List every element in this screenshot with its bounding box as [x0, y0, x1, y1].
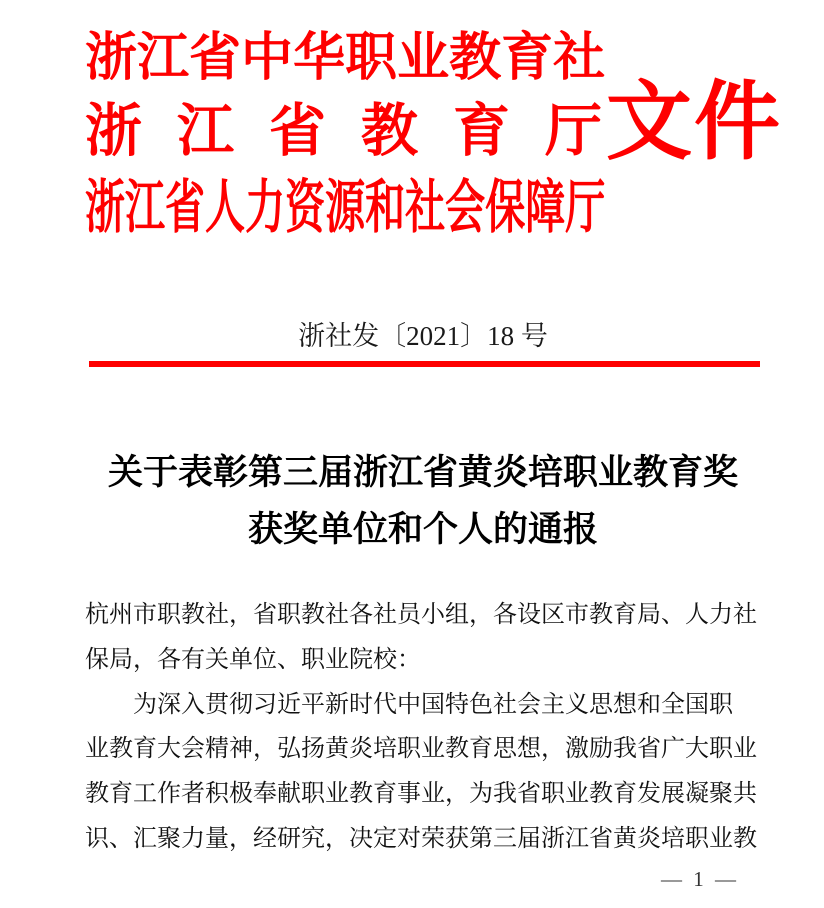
document-body	[85, 593, 785, 862]
document-title	[85, 444, 761, 558]
body-text-line: 教育工作者积极奉献职业教育事业，为我省职业教育发展凝聚共	[85, 781, 757, 808]
red-divider-rule	[89, 361, 760, 367]
body-text-line: 识、汇聚力量，经研究，决定对荣获第三届浙江省黄炎培职业教	[85, 825, 757, 852]
document-title-line-1: 关于表彰第三届浙江省黄炎培职业教育奖	[107, 453, 738, 492]
document-type-label: 文件	[606, 74, 782, 170]
document-number: 浙社发〔2021〕18 号	[298, 321, 548, 351]
agency-name-line-1: 浙 江 省 中 华 职 业 教 育 社	[85, 30, 606, 87]
body-text-line: 业教育大会精神，弘扬黄炎培职业教育思想，激励我省广大职业	[85, 736, 757, 763]
body-text-line: 杭州市职教社，省职教社各社员小组，各设区市教育局、人力社	[85, 602, 757, 628]
body-text-line: 为深入贯彻习近平新时代中国特色社会主义思想和全国职	[133, 691, 733, 718]
agency-name-line-3: 浙江省人力资源和社会保障厅	[85, 175, 606, 240]
body-text-line: 保局，各有关单位、职业院校：	[85, 646, 421, 673]
page-number: — 1 —	[661, 867, 739, 891]
document-title-line-2: 获奖单位和个人的通报	[247, 510, 598, 549]
agency-name-line-2: 浙 江 省 教 育 厅	[85, 100, 602, 163]
